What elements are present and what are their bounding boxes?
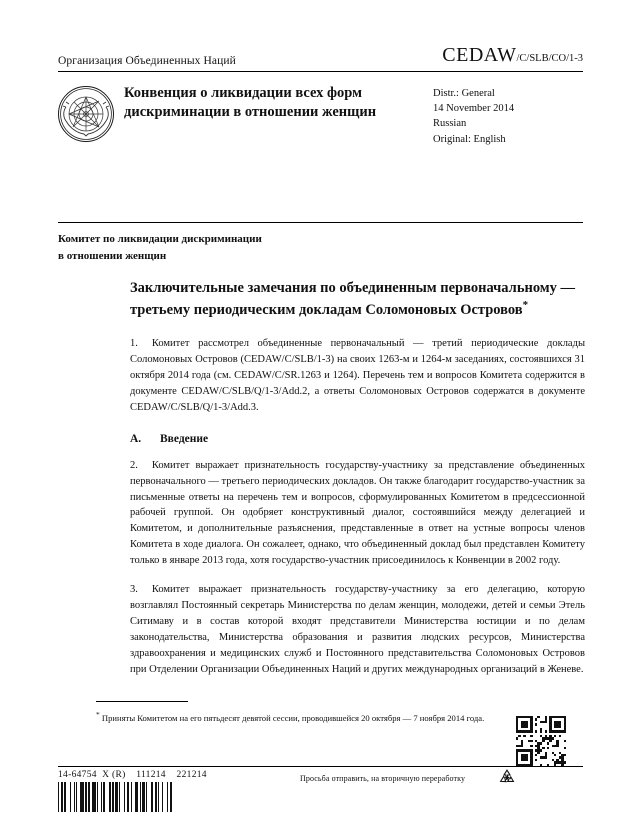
convention-title: Конвенция о ликвидации всех форм дискриминации в отношении женщин	[124, 85, 377, 121]
job-number: 14-64754 X (R) 111214 221214	[58, 770, 207, 780]
committee-name-line-2: в отношении женщин	[58, 249, 167, 262]
paragraph-3-number: 3.	[130, 584, 138, 596]
organization-name: Организация Объединенных Наций	[58, 55, 236, 67]
paragraph-1-number: 1.	[130, 337, 138, 349]
paragraph-2	[130, 458, 585, 570]
header-bottom-row	[58, 82, 583, 147]
footnote-divider	[96, 701, 188, 702]
title-footnote-marker: *	[522, 299, 529, 311]
paragraph-3	[130, 582, 585, 678]
header-divider	[58, 222, 583, 223]
document-body	[130, 278, 585, 691]
paragraph-3-text: Комитет выражает признательность государству-участнику за его делегацию, которую возглавлял Постоянный секретарь Министерства по делам женщин, молодежи, детей и семьи Этель Ситимаву и в состав которой входят представители Министерства юстиции и по делам законодательства, Министерства образования и развития людских ресурсов, Министерства здравоохранения и медицинских служб и Постоянного представительства Соломоновых Островов при Отделении Организации Объединенных Наций и других международных организаций в Женеве.	[130, 584, 585, 676]
committee-name	[58, 231, 478, 264]
document-symbol-main: CEDAW	[442, 44, 517, 66]
paragraph-1	[130, 336, 585, 416]
header-top-row	[58, 44, 583, 72]
barcode	[58, 782, 198, 812]
footnote	[96, 709, 516, 725]
section-a-title: Введение	[160, 432, 209, 445]
recycle-icon	[497, 767, 517, 787]
section-heading-a	[130, 433, 585, 445]
page-title	[130, 278, 585, 320]
emblem-container	[58, 82, 124, 147]
paragraph-2-number: 2.	[130, 459, 138, 471]
distribution-line-4: Original: English	[433, 133, 506, 145]
section-a-letter: A.	[130, 432, 142, 445]
footnote-marker: *	[96, 710, 100, 719]
distribution-line-3: Russian	[433, 118, 467, 130]
distribution-line-2: 14 November 2014	[433, 103, 515, 115]
document-header	[58, 44, 583, 147]
un-emblem	[58, 86, 114, 142]
qr-code	[516, 716, 566, 766]
distribution-line-1: Distr.: General	[433, 88, 495, 99]
paragraph-1-text: Комитет рассмотрел объединенные первоначальный — третий периодические доклады Соломоновых Островов (CEDAW/C/SLB/1-3) на своих 1263-м и 1264-м заседаниях, состоявшихся 31 октября 2014 года (см. CEDAW/C/SR.1263 и 1264). Перечень тем и вопросов Комитета содержится в документе CEDAW/C/SLB/Q/1-3/Add.2, а ответы Соломоновых Островов содержатся в документе CEDAW/C/SLB/Q/1-3/Add.3.	[130, 337, 585, 413]
committee-name-line-1: Комитет по ликвидации дискриминации	[58, 233, 262, 245]
page-title-text: Заключительные замечания по объединенным первоначальному — третьему периодическим докладам Соломоновых Островов	[130, 280, 576, 318]
distribution-block	[423, 82, 583, 147]
document-symbol	[442, 44, 583, 67]
paragraph-2-text: Комитет выражает признательность государству-участнику за представление объединенных первоначального — третьего периодических докладов. Он также благодарит государство-участник за письменные ответы на перечень тем и вопросов, сформулированных Комитетом в предсессионной рабочей группой. Он одобряет конструктивный диалог, состоявшийся между делегацией и Комитетом, и дополнительные разъяснения, представленные в ответ на устные вопросы членов Комитета в ходе диалога. Он сожалеет, однако, что объединенный доклад был представлен Комитету только в январе 2013 года, хотя государство-участник присоединилось к Конвенции в 2002 году.	[130, 459, 585, 567]
document-symbol-suffix: /C/SLB/CO/1-3	[516, 53, 583, 64]
footnote-text: Приняты Комитетом на его пятьдесят девятой сессии, проводившейся 20 октября — 7 ноября 2014 года.	[101, 712, 485, 723]
recycle-notice: Просьба отправить, на вторичную переработку	[300, 774, 466, 783]
